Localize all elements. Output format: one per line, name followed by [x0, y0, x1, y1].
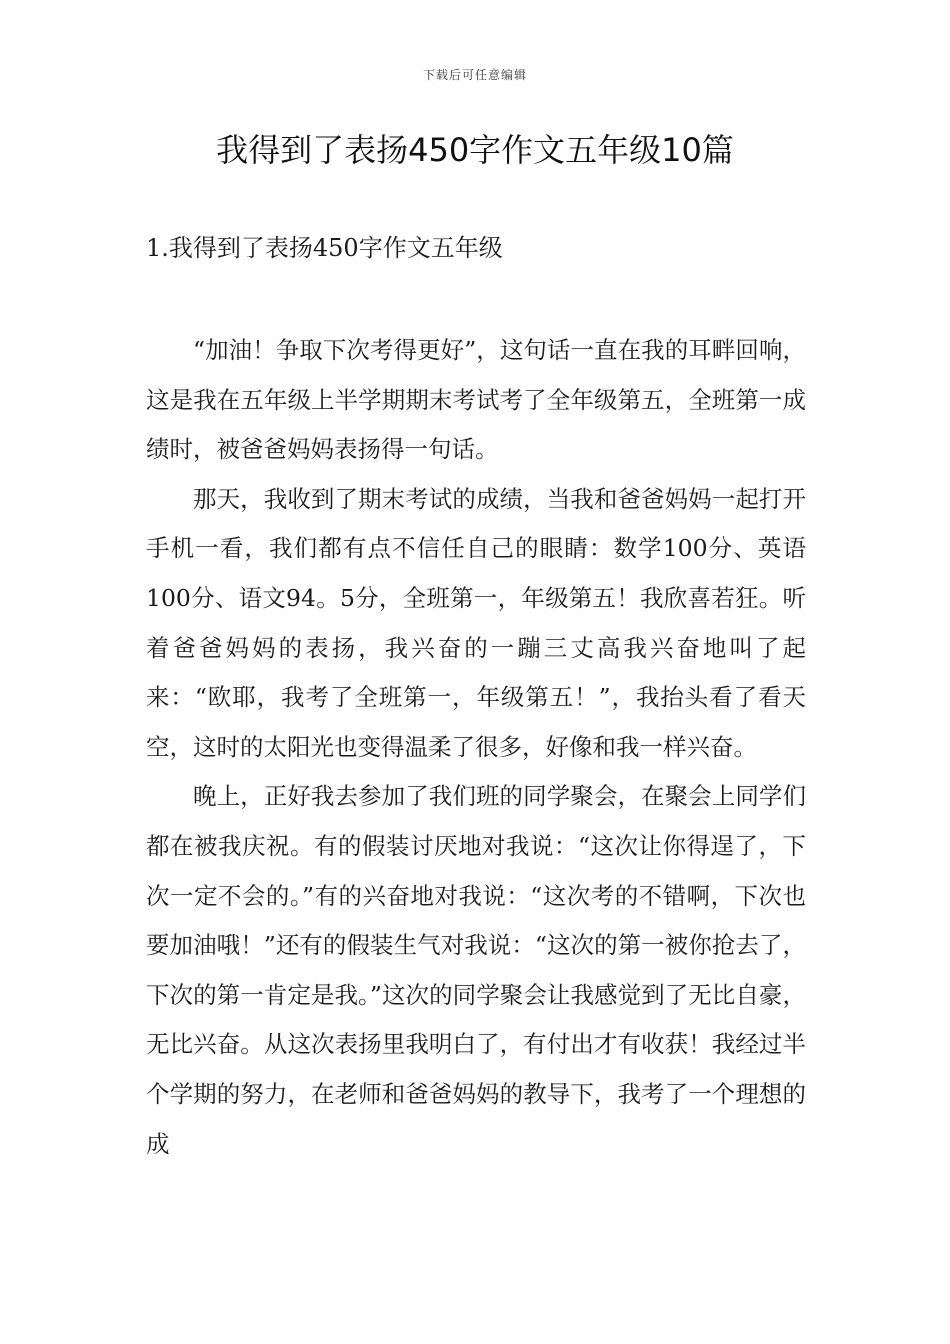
- paragraph: “加油！争取下次考得更好”，这句话一直在我的耳畔回响，这是我在五年级上半学期期末考试考了全年级第五，全班第一成绩时，被爸爸妈妈表扬得一句话。: [146, 336, 806, 464]
- document-title: 我得到了表扬450字作文五年级10篇: [216, 131, 734, 169]
- paragraph: 那天，我收到了期末考试的成绩，当我和爸爸妈妈一起打开手机一看，我们都有点不信任自己的眼睛：数学100分、英语100分、语文94。5分，全班第一，年级第五！我欣喜若狂。听着爸爸妈妈的表扬，我兴奋的一蹦三丈高我兴奋地叫了起来：“欧耶，我考了全班第一，年级第五！”，我抬头看了看天空，这时的太阳光也变得温柔了很多，好像和我一样兴奋。: [146, 484, 806, 761]
- body-text: [146, 326, 806, 1169]
- header-note: 下载后可任意编辑: [422, 68, 527, 82]
- section-heading: 1.我得到了表扬450字作文五年级: [146, 234, 503, 262]
- paragraph: 晚上，正好我去参加了我们班的同学聚会，在聚会上同学们都在被我庆祝。有的假装讨厌地对我说：“这次让你得逞了，下次一定不会的。”有的兴奋地对我说：“这次考的不错啊，下次也要加油哦！”还有的假装生气对我说：“这次的第一被你抢去了，下次的第一肯定是我。”这次的同学聚会让我感觉到了无比自豪，无比兴奋。从这次表扬里我明白了，有付出才有收获！我经过半个学期的努力，在老师和爸爸妈妈的教导下，我考了一个理想的成: [146, 782, 806, 1158]
